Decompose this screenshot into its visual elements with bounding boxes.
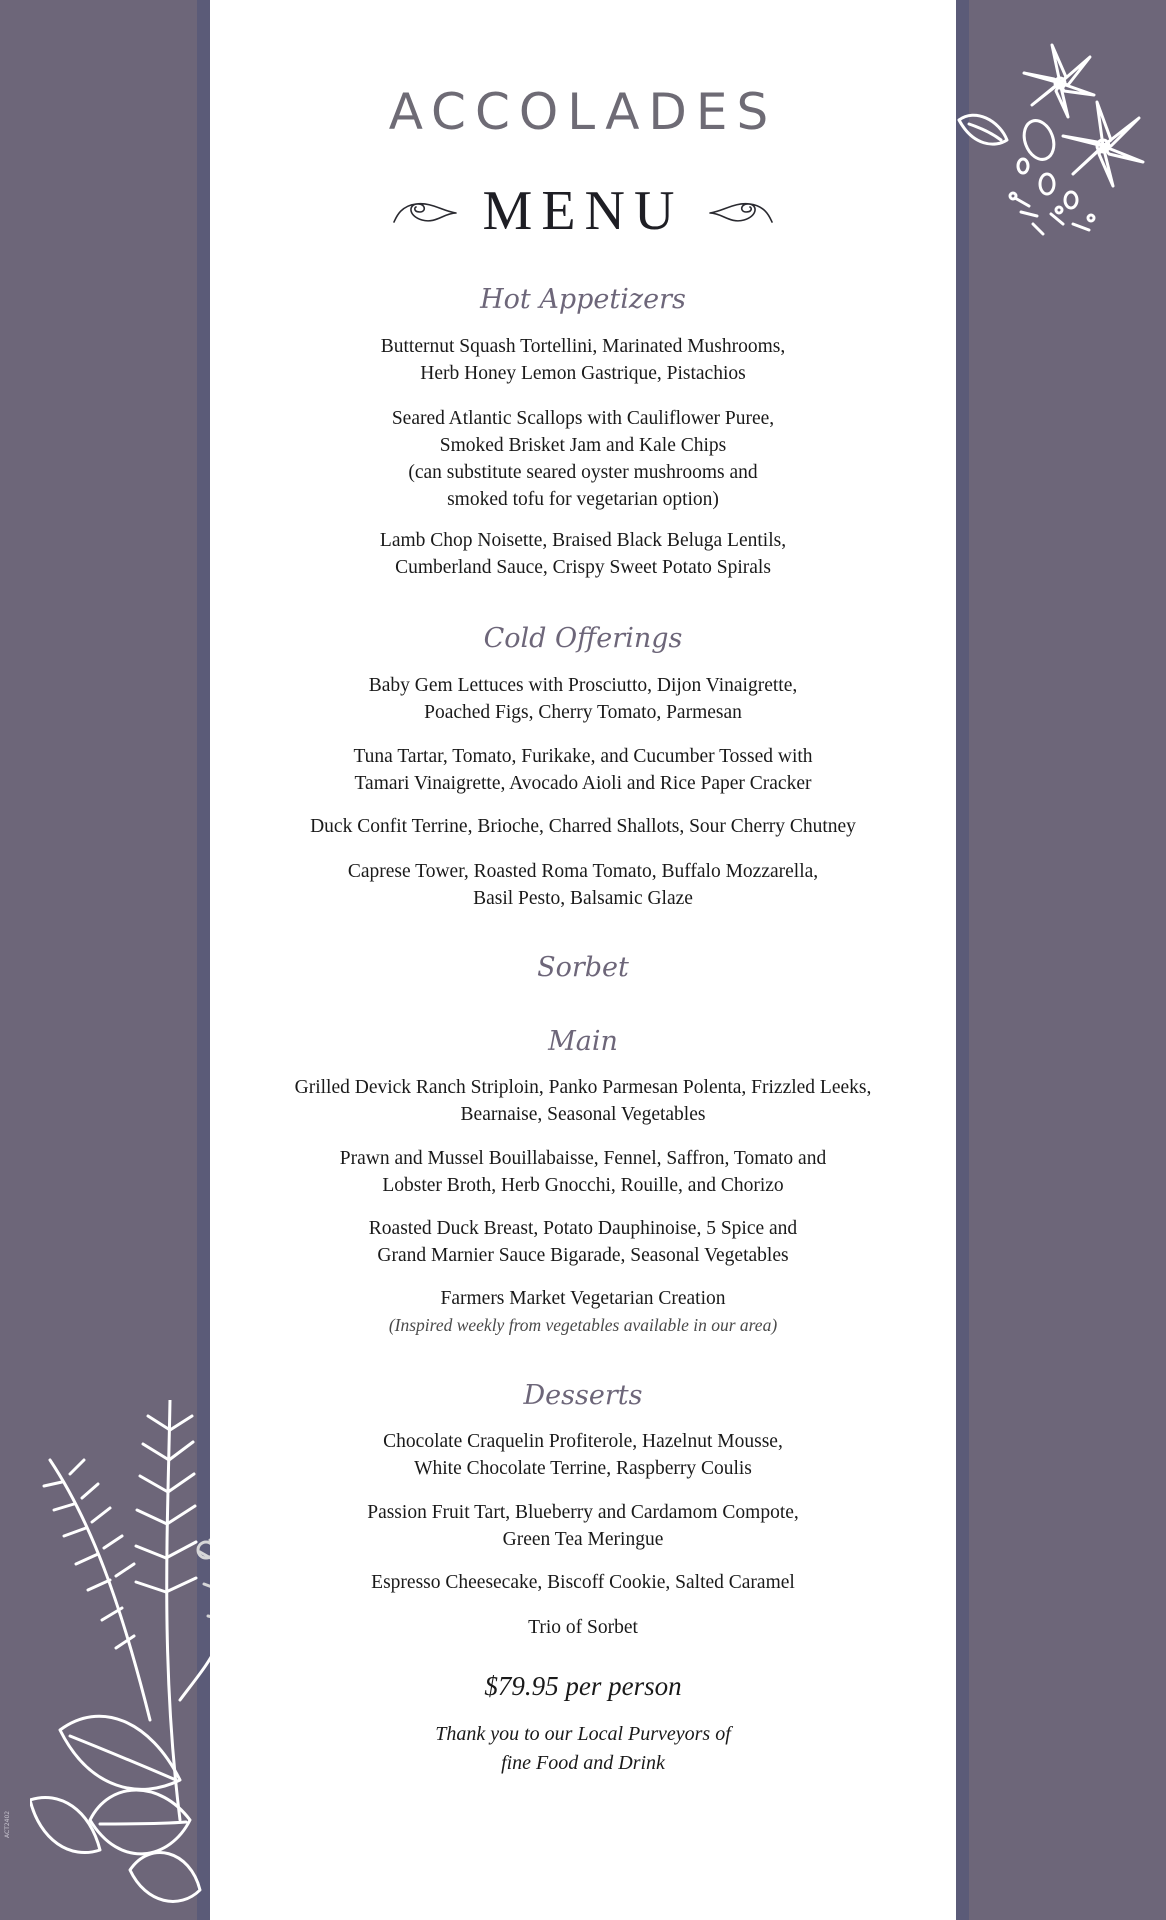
menu-item: Caprese Tower, Roasted Roma Tomato, Buffalo Mozzarella, Basil Pesto, Balsamic Glaze [347,861,819,909]
menu-item: Lamb Chop Noisette, Braised Black Beluga Lentils, Cumberland Sauce, Crispy Sweet Potato Spirals [379,530,787,578]
menu-title-row [210,176,956,246]
menu-item: Prawn and Mussel Bouillabaisse, Fennel, Saffron, Tomato and Lobster Broth, Herb Gnocchi, Rouille, and Chorizo [339,1148,827,1196]
menu-item: Grilled Devick Ranch Striploin, Panko Parmesan Polenta, Frizzled Leeks, Bearnaise, Seasonal Vegetables [294,1077,872,1125]
price-per-person: $79.95 per person [484,1671,682,1701]
menu-item: Passion Fruit Tart, Blueberry and Cardamom Compote, Green Tea Meringue [367,1502,799,1550]
menu-item: Roasted Duck Breast, Potato Dauphinoise, 5 Spice and Grand Marnier Sauce Bigarade, Seasonal Vegetables [368,1218,798,1266]
star-anise-illustration [955,28,1165,248]
section-heading-hot-appetizers: Hot Appetizers [480,284,686,315]
print-code: ACT2402 [4,1810,11,1838]
menu-item: Seared Atlantic Scallops with Cauliflower Puree, Smoked Brisket Jam and Kale Chips (can substitute seared oyster mushrooms and smoked tofu for vegetarian option) [391,408,775,510]
menu-item: Espresso Cheesecake, Biscoff Cookie, Salted Caramel [371,1572,795,1593]
swirl-ornament-icon [708,198,774,228]
section-heading-desserts: Desserts [523,1380,643,1411]
section-heading-sorbet: Sorbet [537,952,629,983]
right-side-stripe [956,0,969,1920]
section-heading-main: Main [548,1026,618,1057]
restaurant-name: ACCOLADES [388,83,778,141]
menu-item: Trio of Sorbet [528,1617,638,1638]
menu-item: Farmers Market Vegetarian Creation (Inspired weekly from vegetables available in our area) [230,1285,936,1339]
menu-item: Chocolate Craquelin Profiterole, Hazelnut Mousse, White Chocolate Terrine, Raspberry Coulis [383,1431,783,1479]
menu-title: MENU [482,180,684,242]
menu-panel [210,0,956,1920]
right-side-band [969,0,1166,1920]
vegetarian-note: (Inspired weekly from vegetables available in our area) [388,1315,778,1335]
menu-item: Tuna Tartar, Tomato, Furikake, and Cucumber Tossed with Tamari Vinaigrette, Avocado Aioli and Rice Paper Cracker [353,746,813,794]
menu-item: Duck Confit Terrine, Brioche, Charred Shallots, Sour Cherry Chutney [310,816,856,837]
thank-you-note: Thank you to our Local Purveyors of fine Food and Drink [435,1723,731,1774]
section-heading-cold-offerings: Cold Offerings [483,623,683,654]
swirl-ornament-icon [392,198,458,228]
menu-item: Butternut Squash Tortellini, Marinated Mushrooms, Herb Honey Lemon Gastrique, Pistachios [380,336,786,384]
menu-item: Baby Gem Lettuces with Prosciutto, Dijon Vinaigrette, Poached Figs, Cherry Tomato, Parmesan [368,675,798,723]
